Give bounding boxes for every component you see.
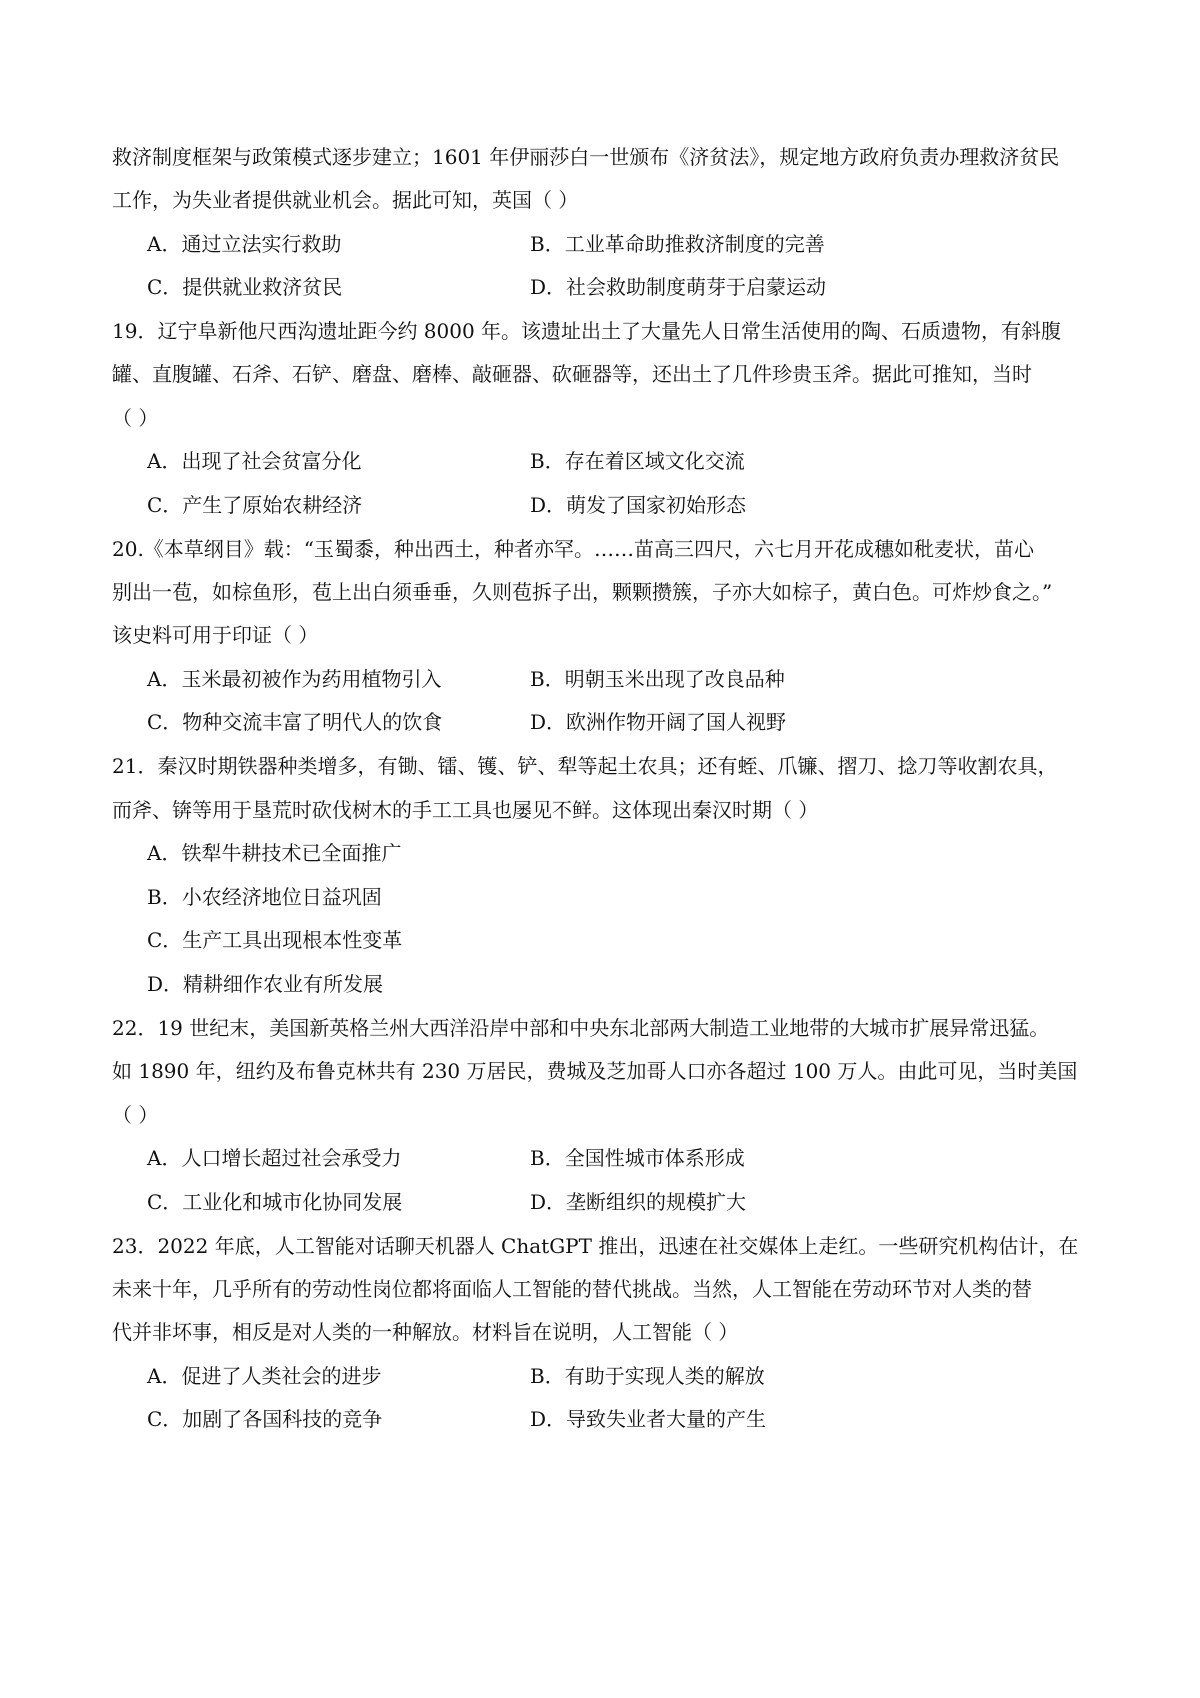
option-c: C．提供就业救济贫民 [147, 275, 343, 299]
question-text-line: 别出一苞，如棕鱼形，苞上出白须垂垂，久则苞拆子出，颗颗攒簇，子亦大如棕子，黄白色。可炸炒食之。” [112, 580, 1053, 604]
question-text-line: 如 1890 年，纽约及布鲁克林共有 230 万居民，费城及芝加哥人口亦各超过 100 万人。由此可见，当时美国 [112, 1059, 1078, 1083]
option-c: C．加剧了各国科技的竞争 [147, 1407, 383, 1431]
option-a: A．人口增长超过社会承受力 [147, 1146, 402, 1170]
option-c: C．生产工具出现根本性变革 [147, 928, 403, 952]
option-a: A．促进了人类社会的进步 [147, 1364, 382, 1388]
option-c: C．工业化和城市化协同发展 [147, 1190, 403, 1214]
option-d: D．精耕细作农业有所发展 [147, 972, 384, 996]
option-b: B．小农经济地位日益巩固 [147, 885, 382, 909]
question-text-line: （ ） [112, 406, 159, 430]
option-b: B．存在着区域文化交流 [530, 449, 745, 473]
option-d: D．欧洲作物开阔了国人视野 [530, 710, 787, 734]
question-text-line: 23．2022 年底，人工智能对话聊天机器人 ChatGPT 推出，迅速在社交媒体上走红。一些研究机构估计，在 [112, 1234, 1079, 1258]
question-text-line: 罐、直腹罐、石斧、石铲、磨盘、磨棒、敲砸器、砍砸器等，还出土了几件珍贵玉斧。据此可推知，当时 [112, 362, 1032, 386]
option-b: B．全国性城市体系形成 [530, 1146, 745, 1170]
option-a: A．通过立法实行救助 [147, 232, 342, 256]
question-text-line: 该史料可用于印证（ ） [112, 623, 319, 647]
option-b: B．工业革命助推救济制度的完善 [530, 232, 825, 256]
option-d: D．社会救助制度萌芽于启蒙运动 [530, 275, 827, 299]
option-b: B．明朝玉米出现了改良品种 [530, 667, 785, 691]
option-c: C．产生了原始农耕经济 [147, 493, 363, 517]
question-text-line: 19．辽宁阜新他尺西沟遗址距今约 8000 年。该遗址出土了大量先人日常生活使用的陶、石质遗物，有斜腹 [112, 319, 1062, 343]
question-text-line: 代并非坏事，相反是对人类的一种解放。材料旨在说明，人工智能（ ） [112, 1320, 739, 1344]
question-text-line: 21．秦汉时期铁器种类增多，有锄、镭、镬、铲、犁等起土农具；还有蛭、爪镰、摺刀、捻刀等收割农具， [112, 754, 1058, 778]
option-d: D．垄断组织的规模扩大 [530, 1190, 747, 1214]
option-a: A．铁犁牛耕技术已全面推广 [147, 841, 402, 865]
question-text-line: （ ） [112, 1103, 159, 1127]
question-text-line: 22．19 世纪末，美国新英格兰州大西洋沿岸中部和中央东北部两大制造工业地带的大城市扩展异常迅猛。 [112, 1016, 1050, 1040]
option-d: D．导致失业者大量的产生 [530, 1407, 767, 1431]
question-text-line: 救济制度框架与政策模式逐步建立；1601 年伊丽莎白一世颁布《济贫法》，规定地方政府负责办理救济贫民 [112, 145, 1060, 169]
question-text-line: 工作，为失业者提供就业机会。据此可知，英国（ ） [112, 188, 579, 212]
option-b: B．有助于实现人类的解放 [530, 1364, 765, 1388]
question-text-line: 而斧、锛等用于垦荒时砍伐树木的手工工具也屡见不鲜。这体现出秦汉时期（ ） [112, 798, 819, 822]
question-text-line: 未来十年，几乎所有的劳动性岗位都将面临人工智能的替代挑战。当然，人工智能在劳动环节对人类的替 [112, 1277, 1032, 1301]
option-a: A．玉米最初被作为药用植物引入 [147, 667, 442, 691]
option-d: D．萌发了国家初始形态 [530, 493, 747, 517]
option-a: A．出现了社会贫富分化 [147, 449, 362, 473]
option-c: C．物种交流丰富了明代人的饮食 [147, 710, 443, 734]
question-text-line: 20.《本草纲目》载：“玉蜀黍，种出西土，种者亦罕。……苗高三四尺，六七月开花成穗如秕麦状，苗心 [112, 537, 1035, 561]
